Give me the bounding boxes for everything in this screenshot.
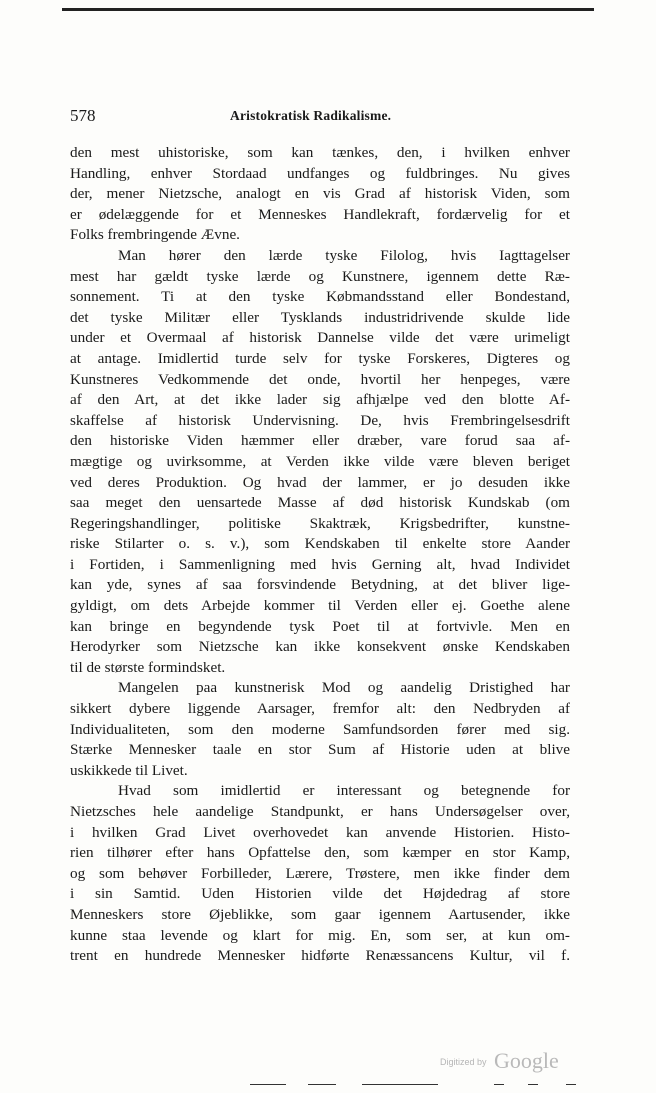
- text-line: det tyske Militær eller Tysklands industridrivende skulde lide: [70, 308, 570, 326]
- text-line: trent en hundrede Mennesker hidførte Renæssancens Kultur, vil f.: [70, 947, 570, 965]
- top-rule: [62, 8, 594, 11]
- text-line: Folks frembringende Ævne.: [70, 226, 240, 244]
- text-line: Menneskers store Øjeblikke, som gaar igennem Aartusender, ikke: [70, 905, 570, 923]
- text-line: til de største formindsket.: [70, 658, 226, 676]
- text-line: Kunstneres Vedkommende det onde, hvortil her henpeges, være: [70, 370, 570, 388]
- text-line: Regeringshandlinger, politiske Skaktræk, Krigsbedrifter, kunstne-: [70, 514, 570, 532]
- text-line: uskikkede til Livet.: [70, 761, 188, 779]
- text-line: skaffelse af historisk Undervisning. De, hvis Frembringelsesdrift: [70, 411, 570, 429]
- text-line: kan bringe en begyndende tysk Poet til at fortvivle. Men en: [70, 617, 570, 635]
- text-line: kunne staa levende og klart for mig. En, som ser, at kun om-: [70, 926, 570, 944]
- bottom-dash: [250, 1084, 286, 1085]
- text-line: rien tilhører efter hans Opfattelse den, som kæmper en stor Kamp,: [70, 844, 570, 862]
- text-line: Nietzsches hele aandelige Standpunkt, er hans Undersøgelser over,: [70, 803, 570, 820]
- text-line: gyldigt, om dets Arbejde kommer til Verden eller ej. Goethe alene: [70, 597, 570, 615]
- google-logo: Google: [494, 1048, 559, 1073]
- text-line: Stærke Mennesker taale en stor Sum af Historie uden at blive: [70, 741, 570, 759]
- text-line: der, mener Nietzsche, analogt en vis Grad af historisk Viden, som: [70, 185, 570, 203]
- text-line: riske Stilarter o. s. v.), som Kendskaben til enkelte store Aander: [70, 535, 570, 553]
- bottom-dash: [528, 1084, 538, 1085]
- text-line: sikkert dybere liggende Aarsager, fremfor alt: den Nedbryden af: [70, 700, 570, 718]
- text-line: sonnement. Ti at den tyske Købmandsstand eller Bondestand,: [70, 288, 570, 306]
- text-line: Individualiteten, som den moderne Samfundsorden fører med sig.: [70, 720, 570, 738]
- text-line: under et Overmaal af historisk Dannelse vilde det være urimeligt: [70, 329, 570, 347]
- text-line: og som behøver Forbilleder, Lærere, Trøstere, men ikke finder dem: [70, 864, 570, 882]
- page-header: [70, 107, 566, 125]
- text-line: Handling, enhver Stordaad undfanges og fuldbringes. Nu gives: [70, 164, 570, 182]
- text-line: er ødelæggende for et Menneskes Handlekraft, fordærvelig for et: [70, 205, 570, 223]
- text-line: Herodyrker som Nietzsche kan ikke konsekvent ønske Kendskaben: [70, 638, 570, 656]
- bottom-dash: [494, 1084, 504, 1085]
- text-line: kan yde, synes af saa forsvindende Betydning, at det bliver lige-: [70, 576, 570, 594]
- text-line: ved deres Produktion. Og hvad der lammer, er jo desuden ikke: [70, 473, 570, 491]
- text-line: den historiske Viden hæmmer eller dræber, vare forud saa af-: [70, 432, 570, 450]
- text-line: mest har gældt tyske lærde og Kunstnere, igennem dette Ræ-: [70, 267, 570, 285]
- text-line: i hvilken Grad Livet overhovedet kan anvende Historien. Histo-: [70, 823, 570, 841]
- text-line: i sin Samtid. Uden Historien vilde det Højdedrag af store: [70, 885, 570, 903]
- body-text: [70, 143, 570, 967]
- text-line: Hvad som imidlertid er interessant og betegnende for: [118, 782, 570, 800]
- text-line: den mest uhistoriske, som kan tænkes, den, i hvilken enhver: [70, 144, 570, 161]
- bottom-dash: [362, 1084, 438, 1085]
- text-line: saa meget den uensartede Masse af død historisk Kundskab (om: [70, 494, 570, 512]
- bottom-dash: [566, 1084, 576, 1085]
- text-line: Mangelen paa kunstnerisk Mod og aandelig Dristighed har: [118, 679, 570, 697]
- text-line: af den Art, at det ikke lader sig afhjælpe ved den blotte Af-: [70, 391, 570, 409]
- text-line: at antage. Imidlertid turde selv for tyske Forskeres, Digteres og: [70, 349, 570, 367]
- digitization-watermark: [440, 1048, 580, 1072]
- digitized-by-label: Digitized by: [440, 1057, 487, 1067]
- text-line: i Fortiden, i Sammenligning med hvis Gerning alt, hvad Individet: [70, 555, 570, 573]
- bottom-marks: [250, 1084, 590, 1087]
- text-line: mægtige og uvirksomme, at Verden ikke vilde være bleven beriget: [70, 452, 570, 470]
- running-title: Aristokratisk Radikalisme.: [230, 108, 392, 123]
- text-line: Man hører den lærde tyske Filolog, hvis Iagttagelser: [118, 246, 570, 264]
- page-number: 578: [70, 106, 96, 125]
- bottom-dash: [308, 1084, 336, 1085]
